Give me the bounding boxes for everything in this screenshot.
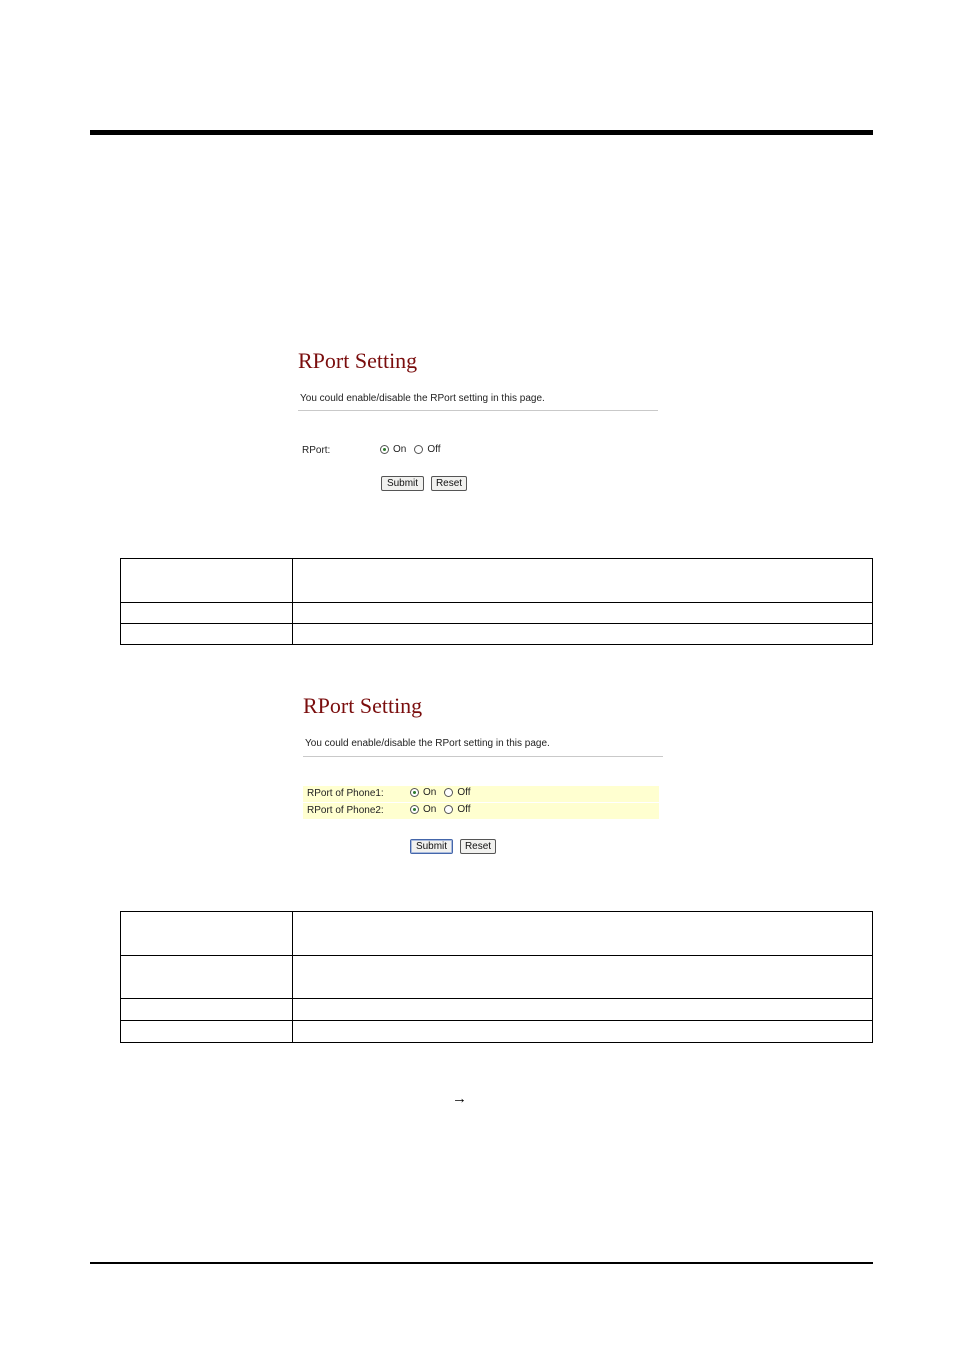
rport-phone1-off-radio[interactable] [444,788,453,797]
table-row [121,999,873,1021]
reset-button[interactable]: Reset [460,839,496,854]
rport-row [300,443,500,459]
rport-phone1-radio-group [410,787,475,798]
reset-button[interactable]: Reset [431,476,467,491]
rport-panel-single [298,348,668,498]
rport-phone2-on-radio[interactable] [410,805,419,814]
table-row [121,956,873,999]
parameter-table-2 [120,911,873,1043]
rport-off-label: Off [427,444,441,455]
footer-rule [90,1262,873,1264]
rport-phone1-on-label: On [423,787,437,798]
rport-on-label: On [393,444,407,455]
rport-phone2-off-radio[interactable] [444,805,453,814]
rport-phone1-label: RPort of Phone1: [307,788,384,799]
table-row [121,603,873,624]
rport-on-radio[interactable] [380,445,389,454]
panel-title: RPort Setting [303,693,423,718]
table-row [121,912,873,956]
panel-description: You could enable/disable the RPort setting in this page. [300,393,545,404]
rport-phone1-off-label: Off [457,787,471,798]
rport-phone1-on-radio[interactable] [410,788,419,797]
rport-phone2-label: RPort of Phone2: [307,805,384,816]
table-row [121,1021,873,1043]
arrow-right-icon: → [452,1090,467,1107]
panel-divider [303,756,663,757]
submit-button[interactable]: Submit [381,476,424,491]
panel-divider [298,410,658,411]
rport-label: RPort: [302,445,331,456]
rport-radio-group [380,444,445,455]
rport-off-radio[interactable] [414,445,423,454]
table-row [121,559,873,603]
table-row [121,624,873,645]
rport-phone2-radio-group [410,804,475,815]
panel-title: RPort Setting [298,348,418,373]
rport-phone2-off-label: Off [457,804,471,815]
panel-description: You could enable/disable the RPort setting in this page. [305,738,550,749]
parameter-table-1 [120,558,873,645]
rport-phone1-row [303,786,659,802]
submit-button[interactable]: Submit [410,839,453,854]
rport-phone2-row [303,803,659,819]
rport-phone2-on-label: On [423,804,437,815]
rport-panel-dual [303,693,673,863]
header-rule [90,130,873,135]
